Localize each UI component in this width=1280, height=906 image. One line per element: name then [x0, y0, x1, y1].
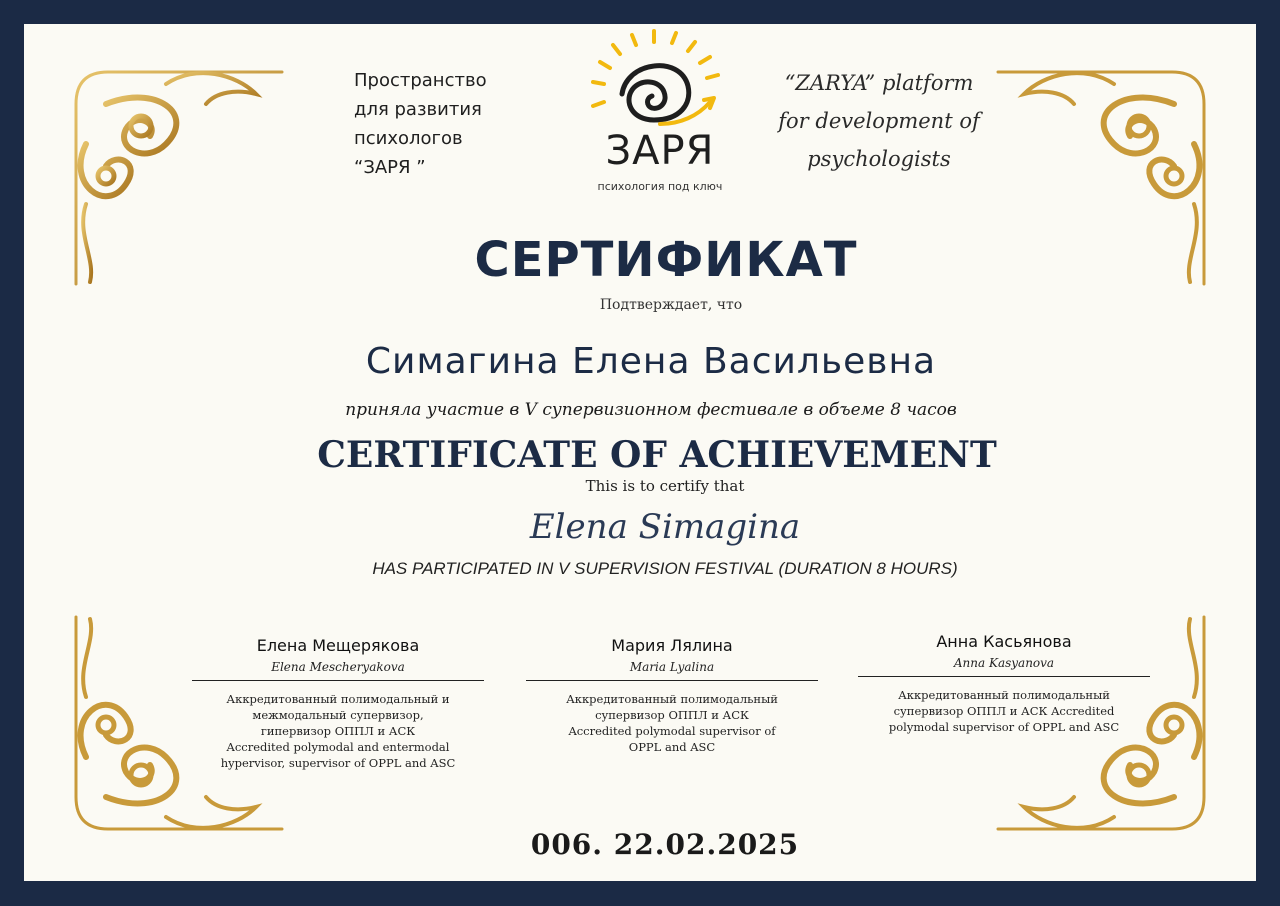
- sun-spiral-logo-icon: [580, 28, 740, 200]
- recipient-name-en: Elena Simagina: [529, 507, 801, 547]
- signatory-block: [526, 636, 818, 755]
- recipient-name-ru: Симагина Елена Васильевна: [365, 341, 937, 382]
- logo-tagline: психология под ключ: [597, 180, 723, 193]
- signatory-name: Мария Лялина: [611, 636, 733, 655]
- signature: Maria Lyalina: [629, 660, 715, 674]
- signatory-description: Аккредитованный полимодальный супервизор ОППЛ и АСК Accredited polymodal supervisor of OPPL and ASC: [566, 692, 778, 754]
- certificate-page: [24, 24, 1256, 881]
- signature-line: [526, 680, 818, 681]
- logo-wordmark: ЗАРЯ: [605, 128, 715, 174]
- certify-text-en: This is to certify that: [585, 477, 745, 495]
- signatory-block: [192, 636, 484, 771]
- org-name-ru: Пространство для развития психологов “ЗАРЯ ”: [354, 70, 487, 178]
- signatory-description: Аккредитованный полимодальный и межмодальный супервизор, гипервизор ОППЛ и АСК Accredited polymodal and entermodal hypervisor, supervisor of OPPL and ASC: [220, 692, 456, 770]
- certificate-title-en: CERTIFICATE OF ACHIEVEMENT: [317, 434, 997, 476]
- certificate-title-ru: СЕРТИФИКАТ: [474, 232, 858, 288]
- signature-line: [858, 676, 1150, 677]
- certificate-number-date: 006. 22.02.2025: [530, 828, 800, 861]
- signatory-description: Аккредитованный полимодальный супервизор ОППЛ и АСК Accredited polymodal supervisor of OPPL and ASC: [888, 688, 1120, 734]
- participation-text-en: HAS PARTICIPATED IN V SUPERVISION FESTIVAL (DURATION 8 HOURS): [372, 559, 958, 578]
- signature-line: [192, 680, 484, 681]
- signatory-block: [858, 632, 1150, 735]
- zarya-logo: [580, 28, 740, 200]
- signature: Elena Mescheryakova: [271, 660, 405, 674]
- confirms-text-ru: Подтверждает, что: [599, 297, 743, 313]
- signatory-name: Анна Касьянова: [936, 632, 1072, 651]
- signatory-name: Елена Мещерякова: [256, 636, 420, 655]
- participation-text-ru: приняла участие в V супервизионном фестивале в объеме 8 часов: [345, 400, 957, 420]
- signature: Anna Kasyanova: [953, 656, 1055, 670]
- org-name-en: “ZARYA” platform for development of psychologists: [778, 71, 980, 171]
